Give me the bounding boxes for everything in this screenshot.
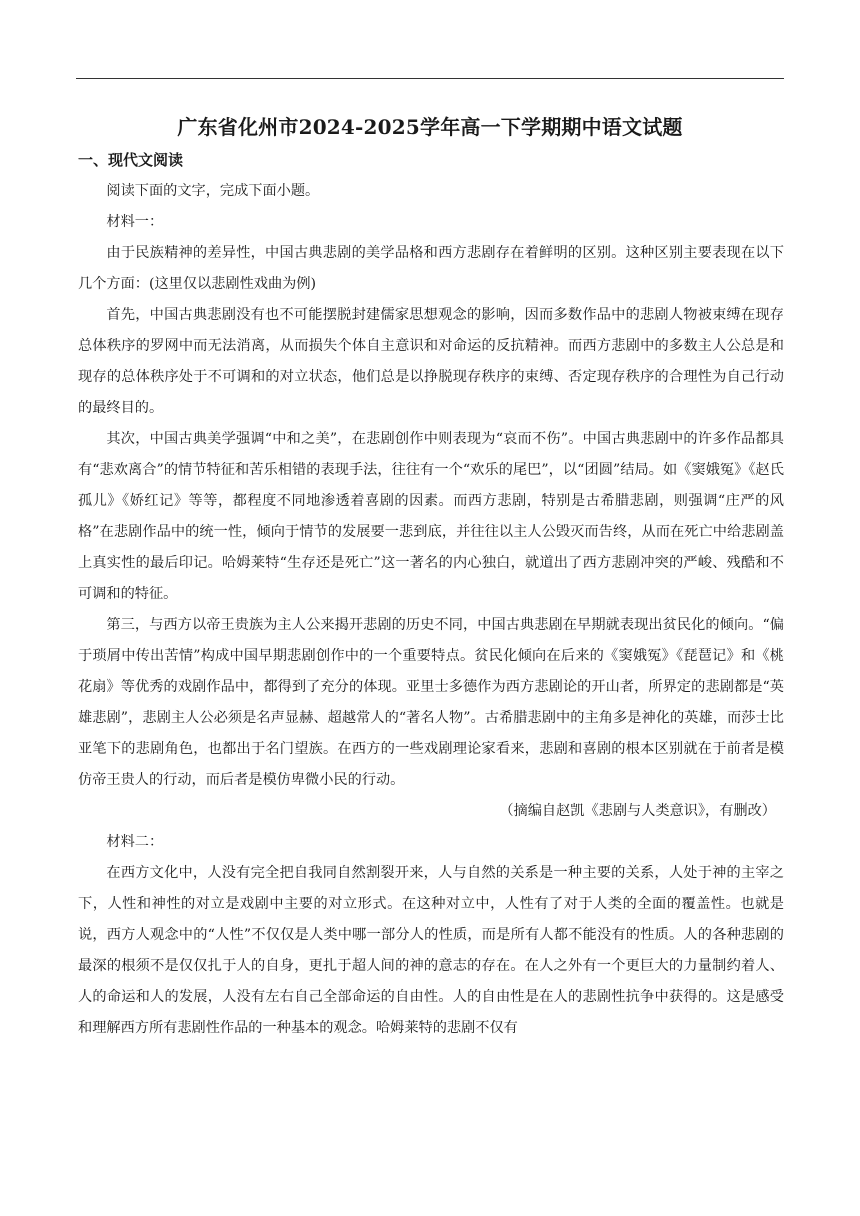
paragraph: 首先，中国古典悲剧没有也不可能摆脱封建儒家思想观念的影响，因而多数作品中的悲剧人物被束缚在现存总体秩序的罗网中而无法消离，从而损失个体自主意识和对命运的反抗精神。而西方悲剧中的多数主人公总是和现存的总体秩序处于不可调和的对立状态，他们总是以挣脱现存秩序的束缚、否定现存秩序的合理性为自己行动的最终目的。 <box>78 307 784 416</box>
paragraph: 在西方文化中，人没有完全把自我同自然割裂开来，人与自然的关系是一种主要的关系，人处于神的主宰之下，人性和神性的对立是戏剧中主要的对立形式。在这种对立中，人性有了对于人类的全面的覆盖性。也就是说，西方人观念中的“人性”不仅仅是人类中哪一部分人的性质，而是所有人都不能没有的性质。人的各种悲剧的最深的根须不是仅仅扎于人的自身，更扎于超人间的神的意志的存在。在人之外有一个更巨大的力量制约着人、人的命运和人的发展，人没有左右自己全部命运的自由性。人的自由性是在人的悲剧性抗争中获得的。这是感受和理解西方所有悲剧性作品的一种基本的观念。哈姆莱特的悲剧不仅有 <box>78 865 784 1036</box>
section-heading: 一、现代文阅读 <box>78 151 184 169</box>
material-two-label: 材料二： <box>106 834 164 850</box>
material-one-label: 材料一： <box>106 214 164 230</box>
paragraph: 第三，与西方以帝王贵族为主人公来揭开悲剧的历史不同，中国古典悲剧在早期就表现出贫民化的倾向。“偏于琐屑中传出苦情”构成中国早期悲剧创作中的一个重要特点。贫民化倾向在后来的《窦娥冤》《琵琶记》和《桃花扇》等优秀的戏剧作品中，都得到了充分的体现。亚里士多德作为西方悲剧论的开山者，所界定的悲剧都是“英雄悲剧”，悲剧主人公必须是名声显赫、超越常人的“著名人物”。古希腊悲剧中的主角多是神化的英雄，而莎士比亚笔下的悲剧角色，也都出于名门望族。在西方的一些戏剧理论家看来，悲剧和喜剧的根本区别就在于前者是模仿帝王贵人的行动，而后者是模仿卑微小民的行动。 <box>78 617 784 788</box>
page-title: 广东省化州市2024-2025学年高一下学期期中语文试题 <box>177 115 683 139</box>
instruction-paragraph: 阅读下面的文字，完成下面小题。 <box>106 183 320 199</box>
source-citation: （摘编自赵凯《悲剧与人类意识》，有删改） <box>499 803 776 819</box>
paragraph: 其次，中国古典美学强调“中和之美”，在悲剧创作中则表现为“哀而不伤”。中国古典悲剧中的许多作品都具有“悲欢离合”的情节特征和苦乐相错的表现手法，往往有一个“欢乐的尾巴”，以“团圆”结局。如《窦娥冤》《赵氏孤儿》《娇红记》等等，都程度不同地渗透着喜剧的因素。而西方悲剧，特别是古希腊悲剧，则强调“庄严的风格”在悲剧作品中的统一性，倾向于情节的发展要一悲到底，并往往以主人公毁灭而告终，从而在死亡中给悲剧盖上真实性的最后印记。哈姆莱特“生存还是死亡”这一著名的内心独白，就道出了西方悲剧冲突的严峻、残酷和不可调和的特征。 <box>78 431 784 602</box>
paragraph: 由于民族精神的差异性，中国古典悲剧的美学品格和西方悲剧存在着鲜明的区别。这种区别主要表现在以下几个方面：(这里仅以悲剧性戏曲为例) <box>78 245 784 292</box>
article-body <box>78 176 784 1044</box>
header-rule <box>76 78 784 79</box>
